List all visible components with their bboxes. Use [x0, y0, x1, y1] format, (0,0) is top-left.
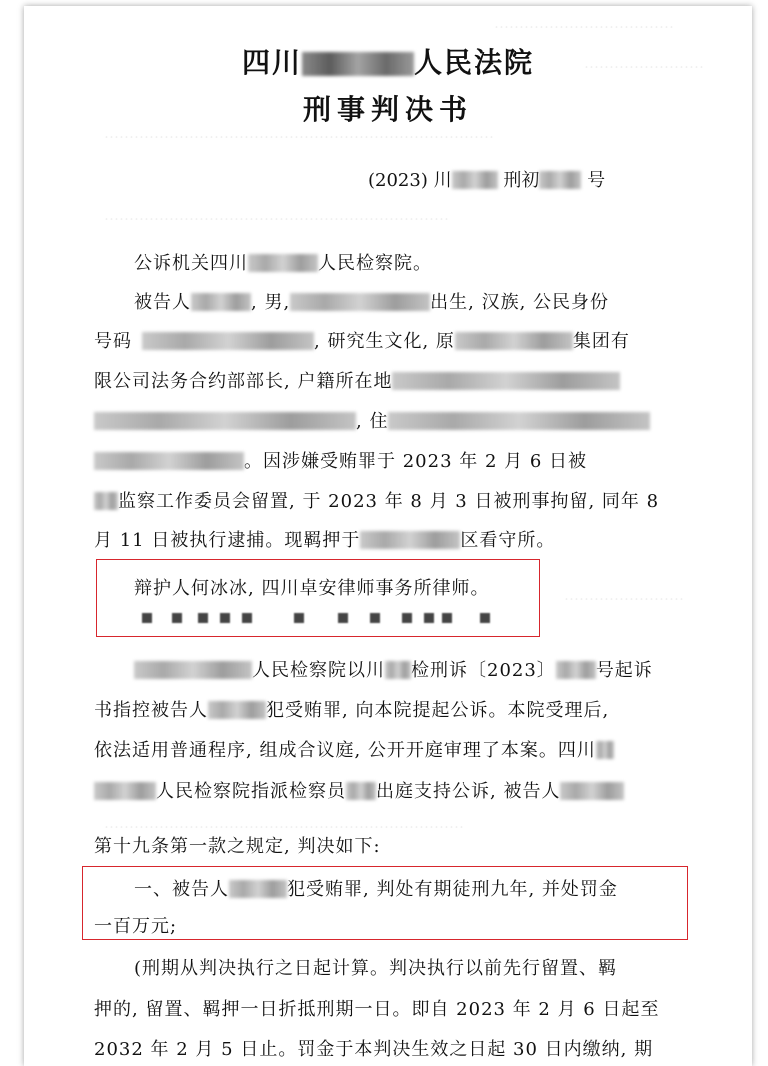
case-suffix: 号	[587, 170, 606, 191]
text: 人民检察院以川	[252, 660, 385, 681]
redacted-block	[94, 492, 118, 510]
redacted-block	[455, 332, 573, 350]
redacted-block	[388, 412, 650, 430]
text: 集团有	[572, 331, 630, 352]
case-number	[368, 166, 605, 192]
redacted-block	[290, 293, 430, 311]
sentence-note-line-2: 押的, 留置、羁押一日折抵刑期一日。即自 2023 年 2 月 6 日起至	[94, 999, 660, 1020]
redacted-block	[556, 661, 596, 679]
redacted-block	[142, 332, 314, 350]
bleed-through-text: ……………………	[584, 54, 704, 72]
indictment-line-2	[94, 696, 609, 722]
prosecutor-appearance-line	[94, 777, 624, 803]
court-title	[24, 41, 752, 81]
text: 月 11 日被执行逮捕。现羁押于	[94, 530, 361, 551]
text: 公诉机关四川	[134, 253, 248, 274]
text: 区看守所。	[460, 530, 556, 551]
redacted-block	[392, 372, 620, 390]
text: , 男,	[251, 292, 291, 313]
redacted-block	[360, 531, 460, 549]
residence-line	[94, 407, 650, 433]
text: 出庭支持公诉, 被告人	[376, 781, 561, 802]
text: , 研究生文化, 原	[314, 331, 455, 352]
sentence-note-line-3: 2032 年 2 月 5 日止。罚金于本判决生效之日起 30 日内缴纳, 期	[94, 1039, 654, 1060]
court-name-suffix: 人民法院	[414, 46, 535, 79]
redacted-block	[229, 880, 287, 898]
court-name-prefix: 四川	[241, 46, 302, 79]
redacted-block	[452, 171, 498, 189]
bleed-through-text: ……………………	[564, 586, 684, 604]
text: , 住	[356, 411, 389, 432]
bleed-through-text: ……………………………………………………………………	[104, 124, 494, 142]
redacted-block	[539, 171, 581, 189]
text: 人民检察院。	[318, 253, 432, 274]
text: 书指控被告人	[94, 700, 208, 721]
text: 监察工作委员会留置, 于 2023 年 8 月 3 日被刑事拘留, 同年 8	[118, 491, 660, 512]
bleed-through-text: ………………………………	[494, 14, 674, 32]
redacted-block	[560, 782, 624, 800]
judgment-page	[24, 6, 752, 1066]
redacted-dotted-line	[142, 611, 512, 625]
redacted-block	[134, 661, 252, 679]
employment-line	[94, 367, 620, 393]
redacted-block	[346, 782, 376, 800]
text: 犯受贿罪, 判处有期徒刑九年, 并处罚金	[287, 879, 618, 900]
prosecutor-line	[134, 249, 432, 275]
case-year: (2023)	[368, 170, 428, 191]
redacted-block	[248, 254, 318, 272]
text: 。因涉嫌受贿罪于 2023 年 2 月 6 日被	[244, 451, 588, 472]
text: 检刑诉〔2023〕	[411, 660, 556, 681]
defendant-line	[134, 288, 609, 314]
case-prefix: 川	[433, 170, 452, 191]
text: 限公司法务合约部部长, 户籍所在地	[94, 371, 393, 392]
procedure-line	[94, 736, 614, 762]
detention-line-1	[94, 447, 587, 473]
redacted-block	[94, 782, 156, 800]
verdict-line-1	[134, 875, 618, 901]
verdict-line-2: 一百万元;	[94, 916, 178, 937]
document-type-title: 刑事判决书	[302, 93, 473, 126]
case-mid: 刑初	[503, 170, 540, 191]
text: 犯受贿罪, 向本院提起公诉。本院受理后,	[266, 700, 610, 721]
defender-line: 辩护人何冰冰, 四川卓安律师事务所律师。	[134, 578, 490, 599]
indictment-line-1	[134, 656, 653, 682]
text: 一、被告人	[134, 879, 229, 900]
text: 人民检察院指派检察员	[156, 781, 346, 802]
text: 号起诉	[595, 660, 653, 681]
redacted-block	[94, 412, 356, 430]
redacted-block	[191, 293, 251, 311]
detention-line-3	[94, 526, 555, 552]
redacted-block	[596, 741, 614, 759]
bleed-through-text: ……………………………………………………………	[104, 206, 449, 224]
sentence-note-line-1: (刑期从判决执行之日起计算。判决执行以前先行留置、羁	[134, 958, 618, 979]
detention-line-2	[94, 487, 659, 513]
redacted-block	[385, 661, 411, 679]
text: 依法适用普通程序, 组成合议庭, 公开开庭审理了本案。四川	[94, 740, 596, 761]
text: 出生, 汉族, 公民身份	[430, 292, 610, 313]
redacted-block	[302, 52, 414, 76]
verdict-intro-line: 第十九条第一款之规定, 判决如下:	[94, 836, 381, 857]
id-line	[94, 327, 630, 353]
redacted-block	[208, 701, 266, 719]
bleed-through-text: ………………………………………………………………	[104, 814, 464, 832]
redacted-block	[94, 452, 244, 470]
text: 号码	[94, 331, 132, 352]
text: 被告人	[134, 292, 191, 313]
